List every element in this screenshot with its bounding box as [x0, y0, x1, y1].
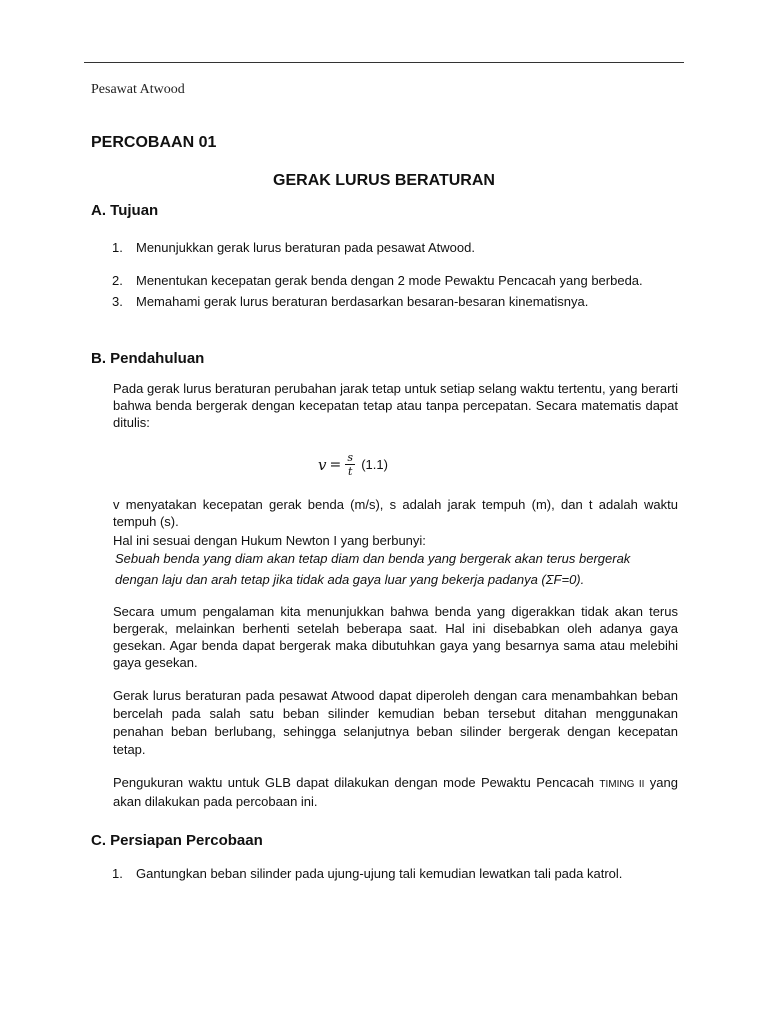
header-rule: [84, 62, 684, 63]
list-number: 3.: [112, 294, 123, 309]
timing-text-start: Pengukuran waktu untuk GLB dapat dilakukan dengan mode Pewaktu Pencacah: [113, 775, 600, 790]
friction-paragraph: Secara umum pengalaman kita menunjukkan bahwa benda yang digerakkan tidak akan terus bergerak, melainkan berhenti setelah beberapa saat. Hal ini disebabkan oleh adanya gaya gesekan. Agar benda dapat bergerak maka dibutuhkan gaya yang besarnya sama atau melebihi gaya gesekan.: [113, 604, 678, 670]
equation-number: (1.1): [361, 457, 388, 472]
running-header: Pesawat Atwood: [91, 82, 185, 97]
objectives-list: [112, 239, 677, 310]
timing-mode-label: TIMING II: [599, 779, 645, 790]
list-item: [112, 865, 677, 882]
equation-equals: =: [329, 456, 342, 473]
list-text: Gantungkan beban silinder pada ujung-ujung tali kemudian lewatkan tali pada katrol.: [136, 866, 623, 881]
list-item: [112, 272, 677, 289]
newton-quote-line-1: Sebuah benda yang diam akan tetap diam dan benda yang bergerak akan terus bergerak: [115, 551, 631, 566]
section-b-heading: B. Pendahuluan: [91, 350, 205, 367]
experiment-number: PERCOBAAN 01: [91, 134, 217, 151]
list-text: Menentukan kecepatan gerak benda dengan 2 mode Pewaktu Pencacah yang berbeda.: [136, 273, 643, 288]
intro-paragraph: Pada gerak lurus beraturan perubahan jarak tetap untuk setiap selang waktu tertentu, yang berarti bahwa benda bergerak dengan kecepatan tetap atau tanpa percepatan. Secara matematis dapat ditulis:: [113, 381, 678, 430]
list-number: 1.: [112, 240, 123, 255]
atwood-paragraph: Gerak lurus beraturan pada pesawat Atwood dapat diperoleh dengan cara menambahkan beban bercelah pada salah satu beban silinder kemudian beban tersebut ditahan menggunakan penahan beban berlubang, sehingga selanjutnya beban silinder bergerak dengan kecepatan tetap.: [113, 688, 678, 757]
list-number: 2.: [112, 273, 123, 288]
timing-paragraph: [113, 774, 678, 810]
newton-intro: Hal ini sesuai dengan Hukum Newton I yang berbunyi:: [113, 533, 426, 548]
list-text: Memahami gerak lurus beraturan berdasarkan besaran-besaran kinematisnya.: [136, 294, 589, 309]
equation-fraction: [345, 452, 355, 477]
preparation-list: [112, 865, 677, 882]
section-a-heading: A. Tujuan: [91, 202, 159, 219]
variables-paragraph: v menyatakan kecepatan gerak benda (m/s), s adalah jarak tempuh (m), dan t adalah waktu tempuh (s).: [113, 497, 678, 529]
list-number: 1.: [112, 866, 123, 881]
equation-lhs: v: [318, 455, 327, 474]
newton-quote-line-2: dengan laju dan arah tetap jika tidak ada gaya luar yang bekerja padanya (ΣF=0).: [115, 572, 585, 587]
experiment-title: GERAK LURUS BERATURAN: [273, 172, 495, 189]
fraction-denominator: t: [348, 465, 353, 478]
list-text: Menunjukkan gerak lurus beraturan pada pesawat Atwood.: [136, 240, 475, 255]
velocity-equation: [318, 452, 388, 477]
timing-text-end: yang akan dilakukan pada percobaan ini.: [113, 775, 678, 809]
section-c-heading: C. Persiapan Percobaan: [91, 832, 263, 849]
list-item: [112, 239, 677, 256]
list-item: [112, 293, 677, 310]
fraction-numerator: s: [347, 451, 354, 464]
